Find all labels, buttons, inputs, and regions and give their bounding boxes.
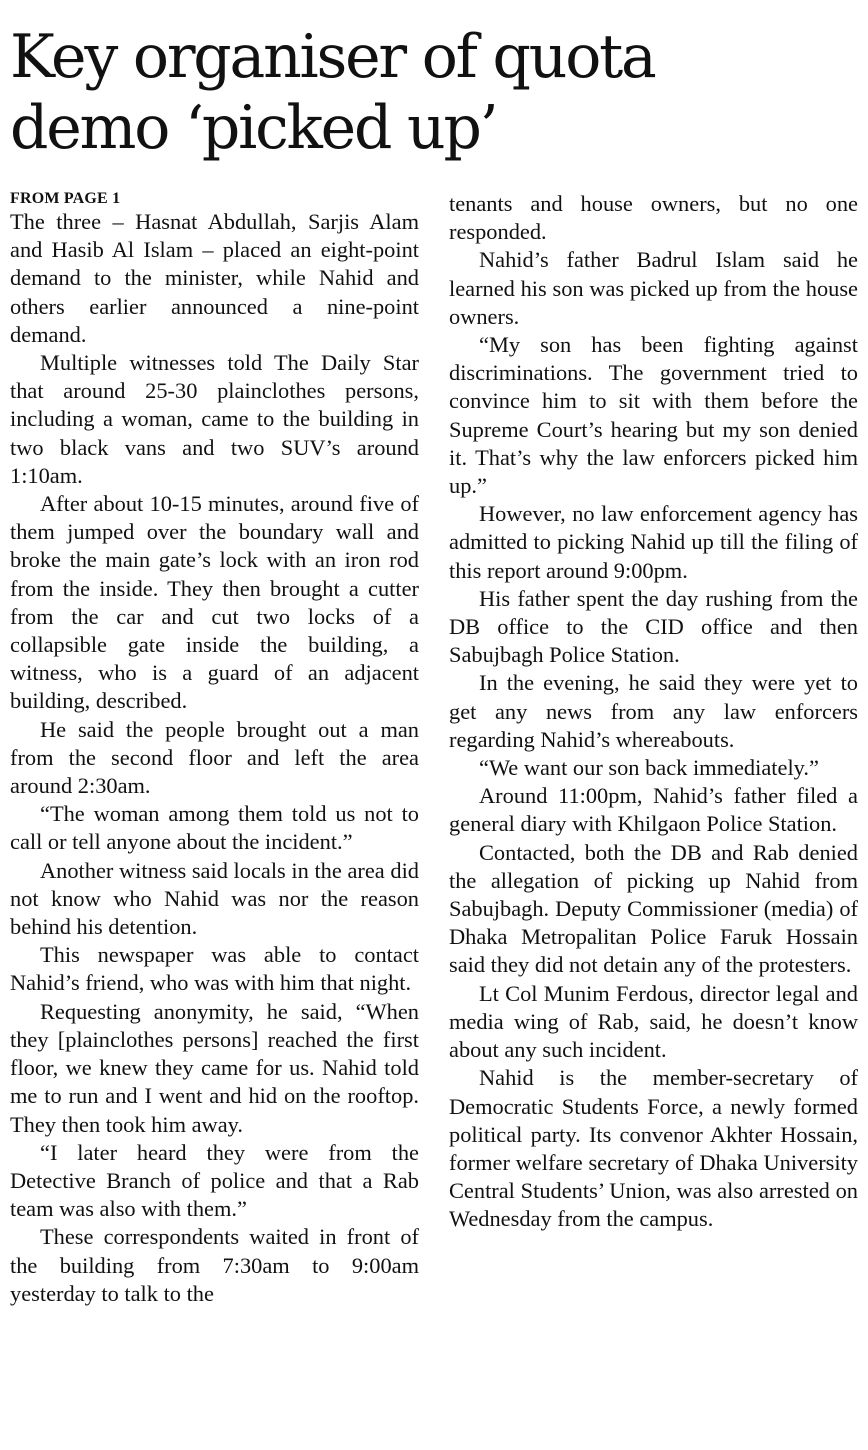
paragraph: He said the people brought out a man from the second floor and left the area around 2:30am. xyxy=(10,716,419,799)
paragraph: Around 11:00pm, Nahid’s father filed a general diary with Khilgaon Police Station. xyxy=(449,783,858,837)
kicker-from-page-1: FROM PAGE 1 xyxy=(10,190,121,207)
headline xyxy=(10,22,860,164)
paragraph: Requesting anonymity, he said, “When they [plainclothes persons] reached the first floor, we knew they came for us. Nahid told me to run and I went and hid on the rooftop. They then took him away. xyxy=(10,998,419,1137)
paragraph: This newspaper was able to contact Nahid’s friend, who was with him that night. xyxy=(10,942,419,996)
paragraph: “I later heard they were from the Detective Branch of police and that a Rab team was also with them.” xyxy=(10,1139,419,1222)
paragraph: Contacted, both the DB and Rab denied the allegation of picking up Nahid from Sabujbagh. Deputy Commissioner (media) of Dhaka Metropalitan Police Faruk Hossain said they did not detain any of the protesters. xyxy=(449,839,858,978)
paragraph: Nahid is the member-secretary of Democratic Students Force, a newly formed political party. Its convenor Akhter Hossain, former welfare secretary of Dhaka University Central Students’ Union, was also arrested on Wednesday from the campus. xyxy=(449,1065,858,1232)
paragraph: “We want our son back immediately.” xyxy=(479,755,819,781)
headline-line-1: Key organiser of quota xyxy=(10,22,655,92)
paragraph: tenants and house owners, but no one responded. xyxy=(449,191,858,245)
paragraph: Lt Col Munim Ferdous, director legal and media wing of Rab, said, he doesn’t know about any such incident. xyxy=(449,980,858,1063)
left-column xyxy=(10,188,419,1308)
paragraph: After about 10-15 minutes, around five of them jumped over the boundary wall and broke the main gate’s lock with an iron rod from the inside. They then brought a cutter from the car and cut two locks of a collapsible gate inside the building, a witness, who is a guard of an adjacent building, described. xyxy=(10,491,419,714)
paragraph: Nahid’s father Badrul Islam said he learned his son was picked up from the house owners. xyxy=(449,247,858,329)
paragraph: However, no law enforcement agency has admitted to picking Nahid up till the filing of this report around 9:00pm. xyxy=(449,501,858,583)
paragraph: His father spent the day rushing from the DB office to the CID office and then Sabujbagh Police Station. xyxy=(449,585,858,668)
paragraph: In the evening, he said they were yet to get any news from any law enforcers regarding Nahid’s whereabouts. xyxy=(449,670,858,752)
paragraph: “My son has been fighting against discriminations. The government tried to convince him to sit with them before the Supreme Court’s hearing but my son denied it. That’s why the law enforcers picked him up.” xyxy=(449,332,858,499)
paragraph: The three – Hasnat Abdullah, Sarjis Alam and Hasib Al Islam – placed an eight-point demand to the minister, while Nahid and others earlier announced a nine-point demand. xyxy=(10,209,419,347)
paragraph: Another witness said locals in the area did not know who Nahid was nor the reason behind his detention. xyxy=(10,857,419,940)
paragraph: “The woman among them told us not to call or tell anyone about the incident.” xyxy=(10,801,419,855)
paragraph: Multiple witnesses told The Daily Star that around 25-30 plainclothes persons, including a woman, came to the building in two black vans and two SUV’s around 1:10am. xyxy=(10,350,419,488)
right-column xyxy=(449,190,858,1234)
headline-line-2: demo ‘picked up’ xyxy=(10,93,497,163)
paragraph: These correspondents waited in front of the building from 7:30am to 9:00am yesterday to talk to the xyxy=(10,1224,419,1306)
